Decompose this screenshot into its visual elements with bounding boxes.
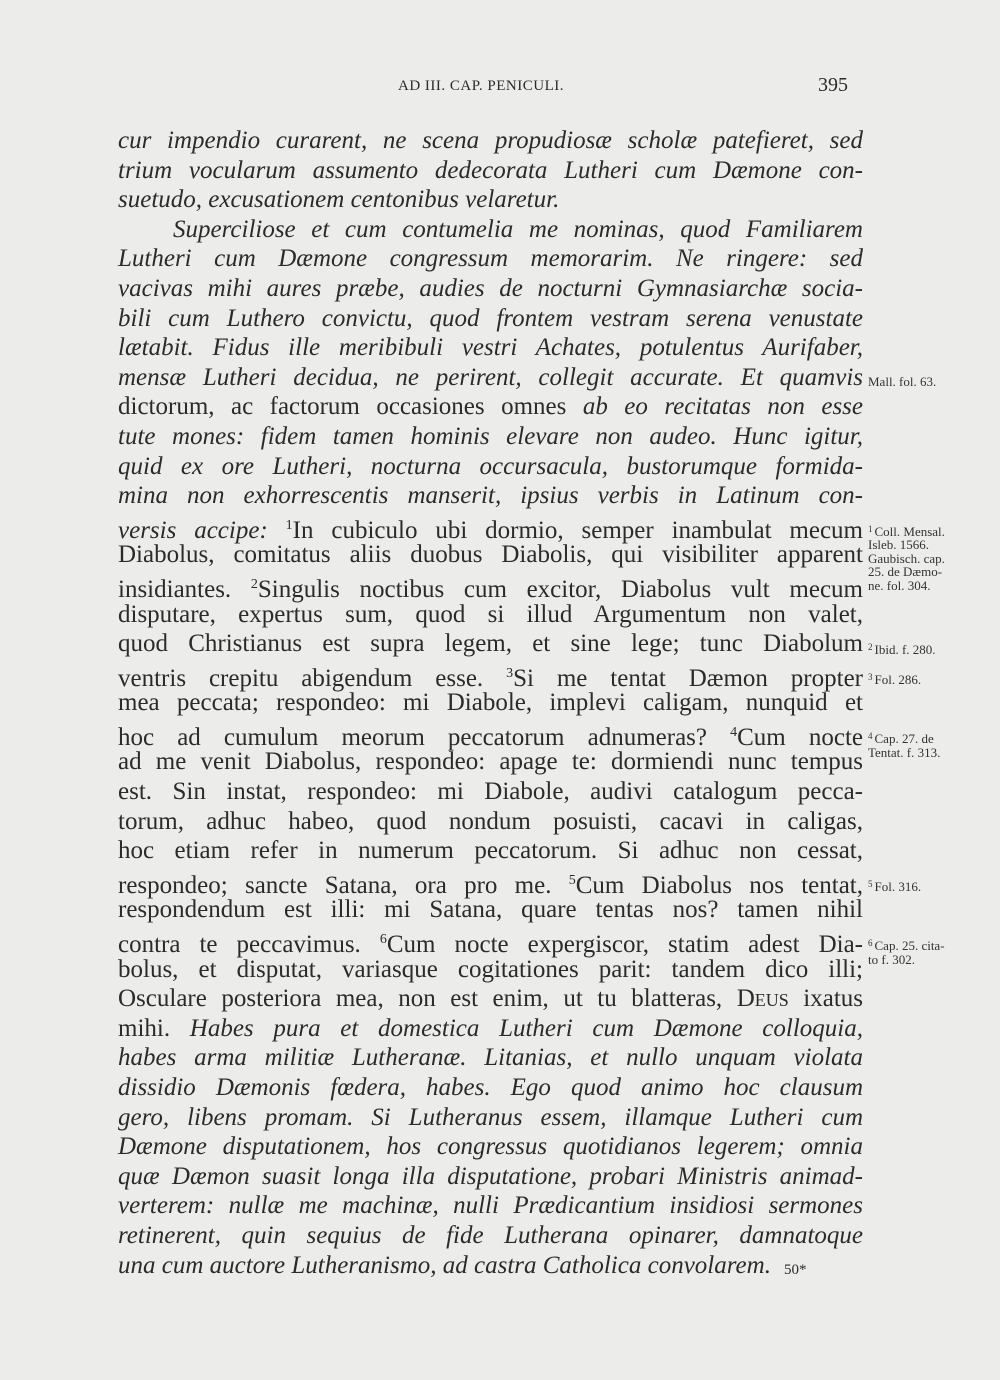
margin-note-text: Fol. 286. [874, 671, 922, 687]
text-line [118, 363, 863, 393]
text-line [118, 481, 863, 511]
text-line [118, 1251, 863, 1281]
text-segment: Deus [736, 985, 789, 1013]
text-segment: hoc ad cumulum meorum peccatorum adnumeras? [118, 723, 731, 751]
text-line [118, 629, 863, 659]
text-line [118, 866, 863, 899]
margin-note [868, 641, 936, 657]
text-line [118, 955, 863, 985]
text-line [118, 659, 863, 692]
text-segment: In cubiculo ubi dormio, semper inambulat mecum [292, 516, 864, 544]
text-line [118, 984, 863, 1014]
text-line [118, 1043, 863, 1073]
text-segment: contra te peccavimus. [118, 931, 380, 959]
text-segment: Cum Diabolus nos tentat, [575, 871, 863, 899]
text-segment: quod Christianus est supra legem, et sine lege; tunc Diabolum [118, 630, 863, 658]
text-segment: mea peccata; respondeo: mi Diabole, implevi caligam, nunquid et [118, 689, 863, 717]
text-line [118, 185, 863, 215]
text-segment: dissidio Dæmonis fœdera, habes. Ego quod animo hoc clausum [118, 1074, 863, 1101]
margin-note-text: Tentat. f. 313. [868, 744, 941, 760]
margin-note-text: Cap. 27. de [874, 731, 934, 746]
text-segment: Cum nocte expergiscor, statim adest Dia- [386, 931, 863, 959]
text-segment: ab eo recitatas non esse [582, 393, 863, 421]
text-segment: respondendum est illi: mi Satana, quare tentas nos? tamen nihil [118, 896, 863, 924]
text-line [118, 925, 863, 959]
margin-note-line [868, 641, 936, 657]
text-segment: insidiantes. [118, 575, 251, 603]
text-line [118, 156, 863, 186]
page-header [0, 74, 1000, 104]
text-line [118, 718, 863, 751]
text-segment: verterem: nullæ me machinæ, nulli Prædicantium insidiosi sermones [118, 1192, 863, 1220]
text-line [118, 422, 863, 452]
margin-note-marker: 3 [868, 671, 873, 682]
text-line [118, 392, 863, 422]
text-segment: gero, libens promam. Si Lutheranus essem, illamque Lutheri cum [118, 1103, 863, 1131]
text-segment: Si me tentat Dæmon propter [513, 664, 863, 692]
text-line [118, 777, 863, 807]
margin-note [868, 937, 945, 966]
margin-note-text: Mall. fol. 63. [868, 373, 937, 389]
text-segment: Superciliose et cum contumelia me nominas, quod Familiarem [173, 215, 863, 243]
page-number: 395 [818, 74, 848, 96]
text-segment: ventris crepitu abigendum esse. [118, 664, 507, 692]
text-segment: lætabit. Fidus ille meribibuli vestri Achates, potulentus Aurifaber, [118, 334, 863, 362]
text-segment: Habes pura et domestica Lutheri cum Dæmone colloquia, [189, 1014, 863, 1042]
footnote-marker: 3 [506, 665, 514, 681]
text-segment: vacivas mihi aures præbe, audies de nocturni Gymnasiarchæ socia- [118, 274, 863, 302]
footnote-marker: 2 [250, 576, 258, 592]
margin-note [868, 878, 921, 894]
margin-note-text: 25. de Dæmo- [868, 564, 943, 580]
text-segment: Lutheri cum Dæmone congressum memorarim. Ne ringere: sed [118, 245, 863, 273]
margin-note-line [868, 552, 945, 566]
text-segment: quæ Dæmon suasit longa illa disputatione, probari Ministris animad- [118, 1162, 863, 1190]
margin-note-line [868, 746, 940, 760]
text-line [118, 304, 863, 334]
text-segment: Diabolus, comitatus aliis duobus Diabolis, qui visibiliter apparent [118, 541, 863, 569]
signature-mark: 50* [784, 1262, 807, 1278]
text-segment: suetudo, excusationem centonibus velaretur. [118, 186, 560, 214]
text-line [118, 600, 863, 630]
text-segment: bolus, et disputat, variasque cogitationes parit: tandem dico illi; [118, 955, 863, 983]
text-line [118, 540, 863, 570]
footnote-marker: 6 [379, 932, 387, 948]
margin-note-line [868, 937, 945, 953]
text-line [118, 274, 863, 304]
margin-note-line [868, 953, 945, 967]
margin-note-marker: 1 [868, 523, 873, 534]
margin-note-line [868, 538, 945, 552]
text-segment: respondeo; sancte Satana, ora pro me. [118, 871, 569, 899]
margin-note-text: Ibid. f. 280. [874, 642, 936, 658]
margin-note-line [868, 565, 945, 579]
margin-note-line [868, 878, 921, 894]
text-segment: torum, adhuc habeo, quod nondum posuisti, cacavi in caligas, [118, 807, 863, 835]
text-segment: versis accipe: [118, 516, 286, 544]
text-line [118, 1191, 863, 1221]
margin-note-marker: 4 [868, 731, 873, 741]
text-segment: ad me venit Diabolus, respondeo: apage te: dormiendi nunc tempus [118, 748, 863, 776]
margin-note-text: Gaubisch. cap. [868, 550, 945, 566]
text-segment: mensæ Lutheri decidua, ne perirent, collegit accurate. Et quamvis [118, 363, 863, 391]
margin-note-line [868, 579, 945, 593]
margin-note-line [868, 671, 921, 687]
text-line [118, 333, 863, 363]
margin-note [868, 730, 940, 759]
text-segment: disputare, expertus sum, quod si illud Argumentum non valet, [118, 600, 863, 628]
margin-note [868, 671, 921, 687]
margin-note-text: Coll. Mensal. [874, 523, 945, 539]
text-line [118, 126, 863, 156]
text-segment: retinerent, quin sequius de fide Lutherana opinarer, damnatoque [118, 1221, 863, 1249]
body-text [118, 126, 863, 1280]
footnote-marker: 5 [568, 872, 576, 888]
text-segment: Osculare posteriora mea, non est enim, ut tu blatteras, [118, 985, 737, 1013]
text-line [118, 1073, 863, 1103]
text-segment: trium vocularum assumento dedecorata Lutheri cum Dæmone con- [118, 156, 863, 184]
text-segment: dictorum, ac factorum occasiones omnes [118, 393, 583, 421]
text-line [118, 1132, 863, 1162]
text-line [118, 1162, 863, 1192]
text-segment: habes arma militiæ Lutheranæ. Litanias, et nullo unquam violata [118, 1044, 863, 1072]
text-line [118, 747, 863, 777]
text-segment: hoc etiam refer in numerum peccatorum. Si adhuc non cessat, [118, 837, 863, 865]
margin-note-line [868, 730, 940, 746]
text-segment: quid ex ore Lutheri, nocturna occursacula, bustorumque formida- [118, 452, 863, 480]
text-line [118, 215, 863, 245]
text-line [118, 895, 863, 925]
text-segment: bili cum Luthero convictu, quod frontem vestram serena venustate [118, 304, 863, 332]
text-segment: Cum nocte [737, 723, 863, 751]
margin-note-marker: 5 [868, 879, 873, 889]
text-segment: Singulis noctibus cum excitor, Diabolus vult mecum [257, 575, 863, 603]
text-segment: ixatus [788, 985, 864, 1013]
margin-note-text: ne. fol. 304. [868, 577, 931, 593]
text-line [118, 570, 863, 603]
margin-note-text: Fol. 316. [874, 879, 922, 894]
text-line [118, 511, 864, 544]
text-line [118, 1103, 863, 1133]
text-segment: una cum auctore Lutheranismo, ad castra Catholica convolarem. [118, 1251, 771, 1279]
running-head: AD III. CAP. PENICULI. [398, 78, 564, 94]
margin-note [868, 523, 945, 593]
text-line [118, 244, 863, 274]
margin-note-marker: 2 [868, 642, 873, 653]
text-line [118, 688, 863, 718]
text-line [118, 452, 863, 482]
text-segment: mina non exhorrescentis manserit, ipsius verbis in Latinum con- [118, 482, 863, 510]
footnote-marker: 1 [285, 517, 293, 533]
text-line [118, 807, 863, 837]
text-segment: tute mones: fidem tamen hominis elevare non audeo. Hunc igitur, [118, 422, 863, 450]
text-segment: Dæmone disputationem, hos congressus quotidianos legerem; omnia [118, 1133, 863, 1161]
margin-note-text: Isleb. 1566. [868, 537, 930, 553]
margin-note-marker: 6 [868, 938, 873, 949]
text-line [118, 1221, 863, 1251]
text-line [118, 836, 863, 866]
margin-note [868, 375, 936, 389]
margin-note-text: Cap. 25. cita- [874, 938, 945, 954]
margin-note-line [868, 523, 945, 539]
text-segment: est. Sin instat, respondeo: mi Diabole, audivi catalogum pecca- [118, 778, 863, 806]
text-segment: cur impendio curarent, ne scena propudiosæ scholæ patefieret, sed [118, 127, 863, 154]
margin-note-line [868, 375, 936, 389]
margin-note-text: to f. 302. [868, 951, 915, 967]
text-line [118, 1014, 863, 1044]
text-segment: mihi. [118, 1014, 190, 1042]
footnote-marker: 4 [730, 724, 738, 740]
